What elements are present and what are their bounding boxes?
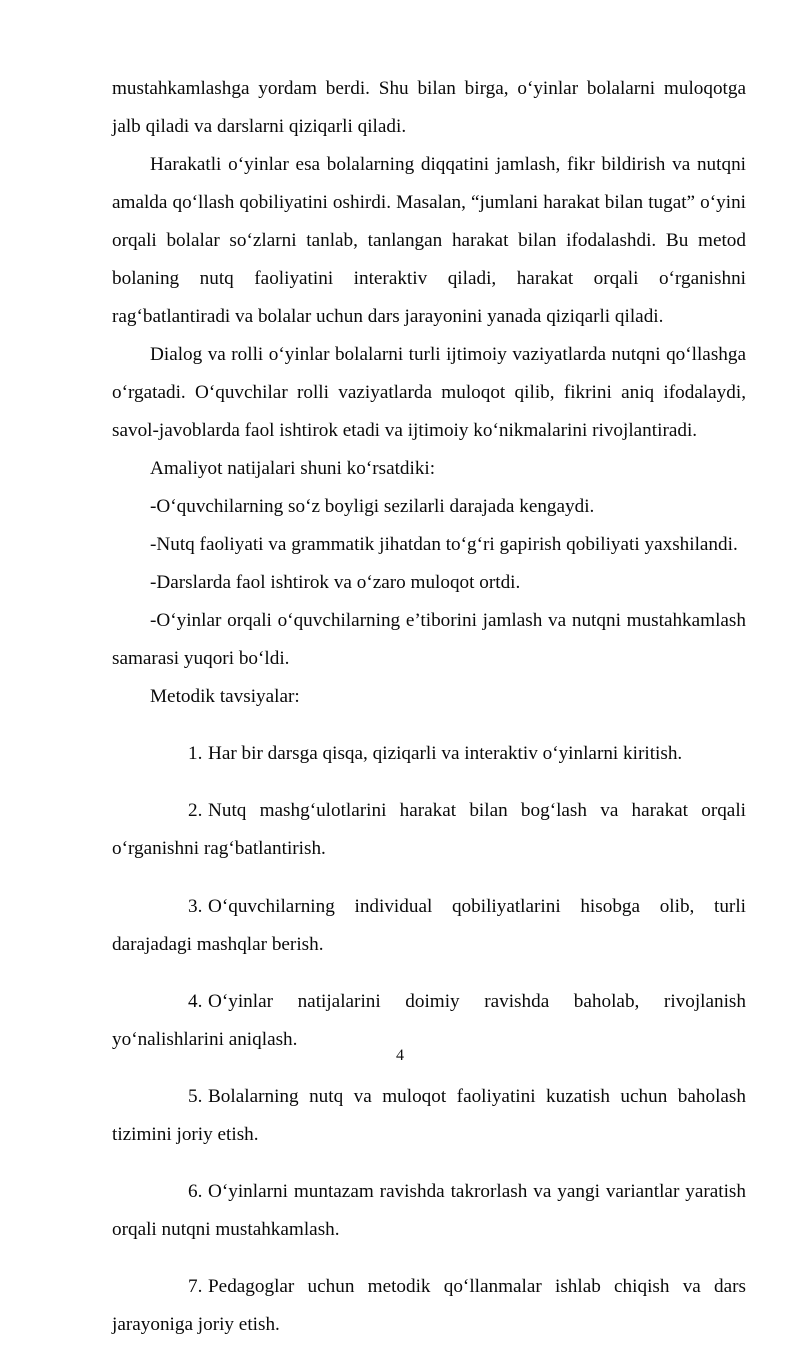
list-item-number: 4. bbox=[188, 990, 203, 1012]
list-item-number: 2. bbox=[188, 800, 203, 822]
numbered-list-item bbox=[112, 792, 746, 868]
numbered-list-item bbox=[112, 1173, 746, 1249]
list-item-text: O‘quvchilarning individual qobiliyatlarini hisobga olib, turli darajadagi mashqlar berish. bbox=[112, 895, 746, 955]
heading-metodik-tavsiyalar: Metodik tavsiyalar: bbox=[150, 686, 300, 707]
list-item-text: Bolalarning nutq va muloqot faoliyatini kuzatish uchun baholash tizimini joriy etish. bbox=[112, 1085, 746, 1145]
dash-list-item-nutq-faoliyati: -Nutq faoliyati va grammatik jihatdan to‘g‘ri gapirish qobiliyati yaxshilandi. bbox=[150, 534, 738, 555]
numbered-list-item bbox=[112, 1078, 746, 1154]
list-item-text: Nutq mashg‘ulotlarini harakat bilan bog‘lash va harakat orqali o‘rganishni rag‘batlantirish. bbox=[112, 800, 746, 860]
list-item-number: 3. bbox=[188, 895, 203, 917]
paragraph-dialog-rolli-oyinlar: Dialog va rolli o‘yinlar bolalarni turli ijtimoiy vaziyatlarda nutqni qo‘llashga o‘rgatadi. O‘quvchilar rolli vaziyatlarda muloqot qilib, fikrini aniq ifodalaydi, savol-javoblarda faol ishtirok etadi va ijtimoiy ko‘nikmalarini rivojlantiradi. bbox=[112, 344, 746, 441]
dash-list-item-soz-boyligi: -O‘quvchilarning so‘z boyligi sezilarli darajada kengaydi. bbox=[150, 496, 595, 517]
page-number: 4 bbox=[396, 1047, 404, 1064]
paragraph-continuation: mustahkamlashga yordam berdi. Shu bilan birga, o‘yinlar bolalarni muloqotga jalb qiladi va darslarni qiziqarli qiladi. bbox=[112, 78, 746, 137]
list-item-number: 7. bbox=[188, 1276, 203, 1298]
list-item-text: O‘yinlar natijalarini doimiy ravishda baholab, rivojlanish yo‘nalishlarini aniqlash. bbox=[112, 990, 746, 1050]
list-item-number: 5. bbox=[188, 1085, 203, 1107]
numbered-list-item bbox=[112, 735, 746, 773]
list-item-number: 6. bbox=[188, 1181, 203, 1203]
page-content bbox=[112, 70, 746, 1364]
numbered-list-item bbox=[112, 888, 746, 964]
dash-list-item-darslarda-faol-ishtirok: -Darslarda faol ishtirok va o‘zaro muloqot ortdi. bbox=[150, 572, 521, 593]
list-item-text: Pedagoglar uchun metodik qo‘llanmalar ishlab chiqish va dars jarayoniga joriy etish. bbox=[112, 1276, 746, 1336]
list-item-text: Har bir darsga qisqa, qiziqarli va interaktiv o‘yinlarni kiritish. bbox=[208, 743, 683, 765]
numbered-list-item bbox=[112, 1268, 746, 1344]
paragraph-harakatli-oyinlar: Harakatli o‘yinlar esa bolalarning diqqatini jamlash, fikr bildirish va nutqni amalda qo‘llash qobiliyatini oshirdi. Masalan, “jumlani harakat bilan tugat” o‘yini orqali bolalar so‘zlarni tanlab, tanlangan harakat bilan ifodalashdi. Bu metod bolaning nutq faoliyatini interaktiv qiladi, harakat orqali o‘rganishni rag‘batlantiradi va bolalar uchun dars jarayonini yanada qiziqarli qiladi. bbox=[112, 154, 746, 327]
list-item-text: O‘yinlarni muntazam ravishda takrorlash va yangi variantlar yaratish orqali nutqni mustahkamlash. bbox=[112, 1181, 746, 1241]
list-item-number: 1. bbox=[188, 743, 203, 765]
dash-list-item-oyinlar-orqali-etibor: -O‘yinlar orqali o‘quvchilarning e’tiborini jamlash va nutqni mustahkamlash samarasi yuqori bo‘ldi. bbox=[112, 610, 746, 669]
paragraph-amaliyot-natijalari: Amaliyot natijalari shuni ko‘rsatdiki: bbox=[150, 458, 436, 479]
